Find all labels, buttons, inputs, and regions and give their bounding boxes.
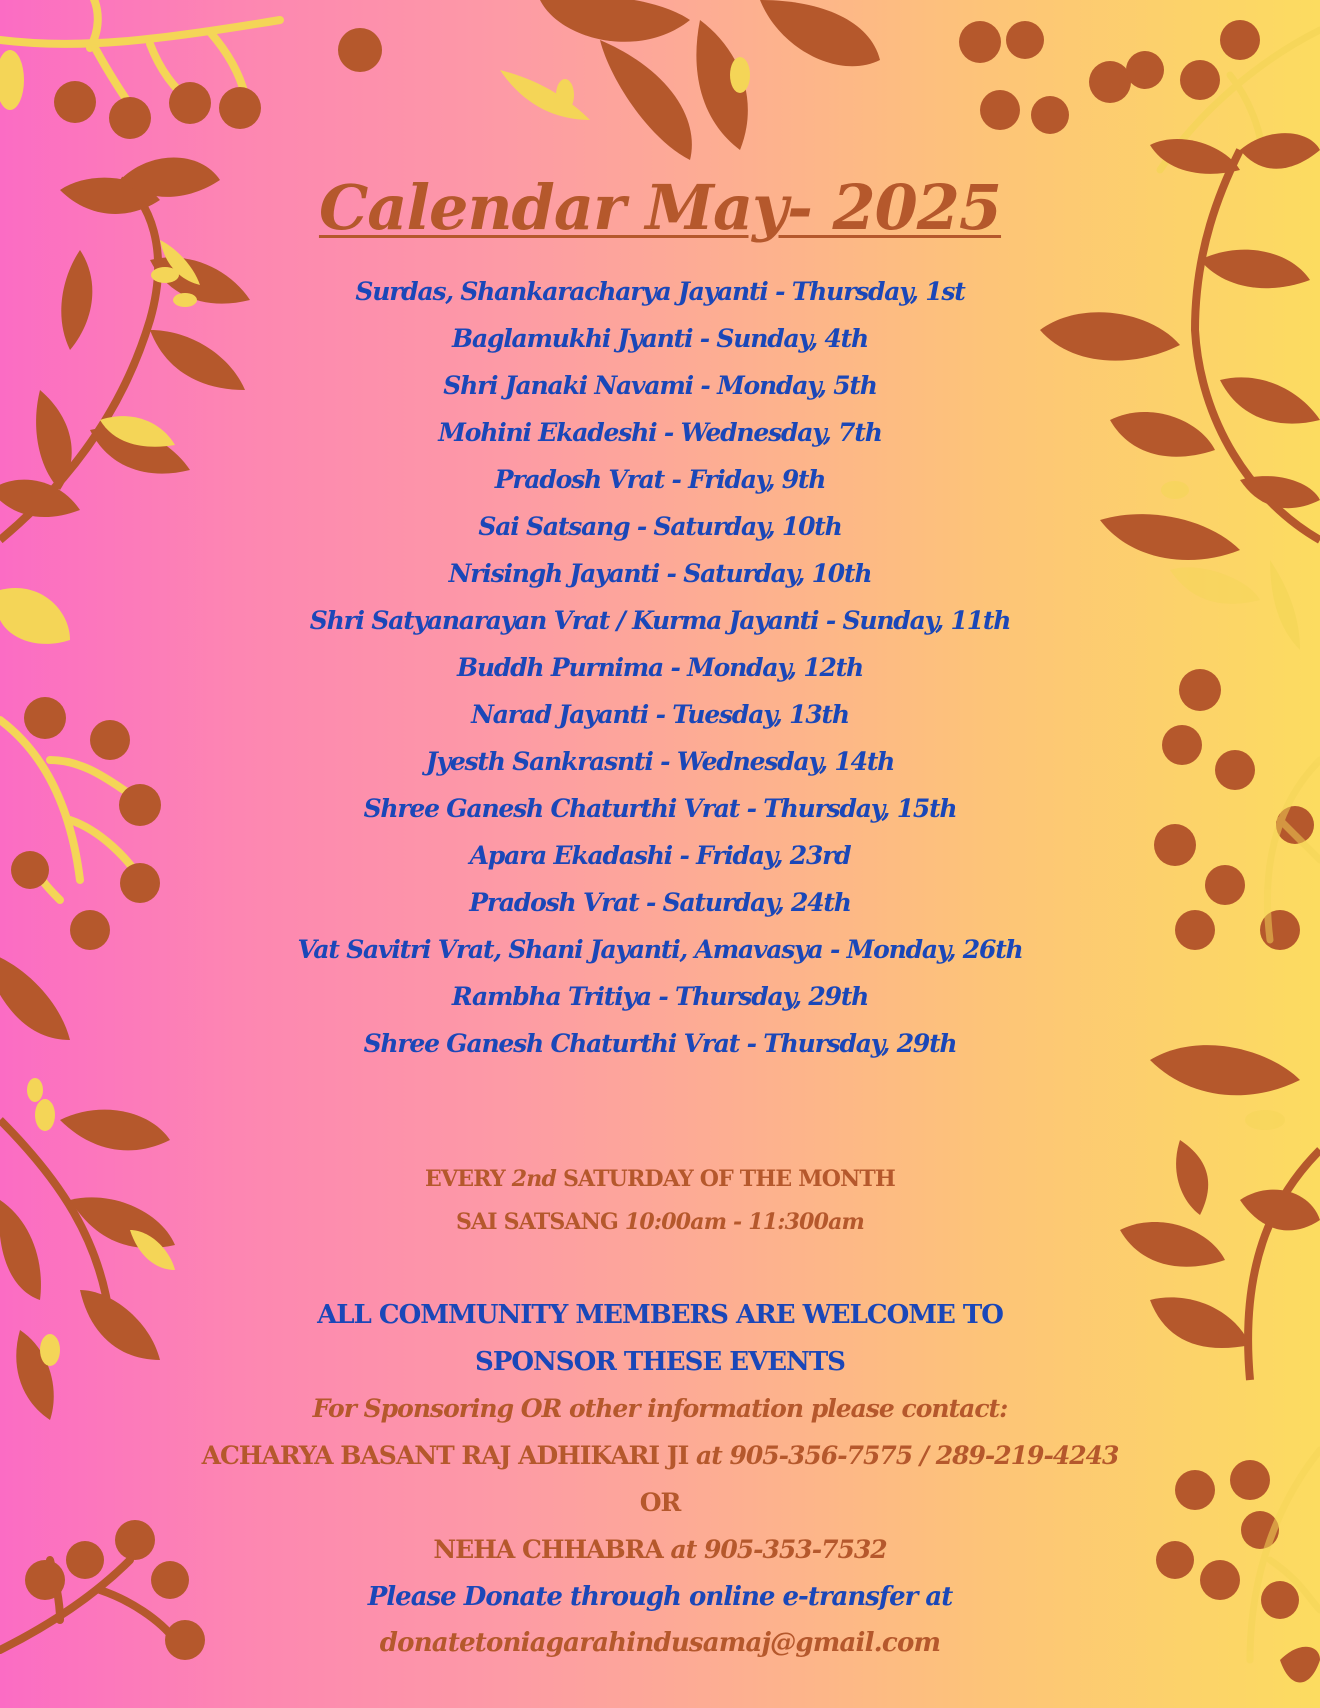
schedule-line-2 bbox=[0, 1209, 1320, 1235]
event-item: Shree Ganesh Chaturthi Vrat - Thursday, 15th bbox=[363, 794, 957, 823]
event-item: Shri Satyanarayan Vrat / Kurma Jayanti - Sunday, 11th bbox=[309, 606, 1011, 635]
schedule-every-text: EVERY bbox=[425, 1166, 512, 1192]
donate-line: Please Donate through online e-transfer at bbox=[367, 1582, 953, 1612]
event-item: Mohini Ekadeshi - Wednesday, 7th bbox=[438, 418, 882, 447]
contact-intro: For Sponsoring OR other information please contact: bbox=[312, 1394, 1008, 1423]
event-item: Shri Janaki Navami - Monday, 5th bbox=[443, 371, 877, 400]
contact-person-1-name: ACHARYA BASANT RAJ ADHIKARI JI bbox=[201, 1441, 689, 1470]
event-item: Pradosh Vrat - Friday, 9th bbox=[494, 465, 826, 494]
event-item: Buddh Purnima - Monday, 12th bbox=[456, 653, 864, 682]
contact-person-2 bbox=[0, 1535, 1320, 1564]
event-item: Surdas, Shankaracharya Jayanti - Thursday, 1st bbox=[355, 277, 965, 306]
contact-at-text: at bbox=[688, 1441, 730, 1470]
schedule-day-text: SATURDAY OF THE MONTH bbox=[556, 1166, 895, 1192]
page-title bbox=[0, 168, 1320, 248]
schedule-time: 10:00am - 11:300am bbox=[624, 1209, 865, 1235]
contact-at-text: at bbox=[662, 1535, 704, 1564]
event-item: Rambha Tritiya - Thursday, 29th bbox=[451, 982, 869, 1011]
schedule-line-1 bbox=[0, 1166, 1320, 1192]
event-item: Narad Jayanti - Tuesday, 13th bbox=[471, 700, 849, 729]
contact-person-2-name: NEHA CHHABRA bbox=[433, 1535, 663, 1564]
event-item: Jyesth Sankrasnti - Wednesday, 14th bbox=[425, 747, 895, 776]
welcome-line-1: ALL COMMUNITY MEMBERS ARE WELCOME TO bbox=[317, 1300, 1003, 1330]
contact-person-1 bbox=[0, 1441, 1320, 1470]
event-item: Nrisingh Jayanti - Saturday, 10th bbox=[448, 559, 872, 588]
event-item: Pradosh Vrat - Saturday, 24th bbox=[469, 888, 851, 917]
event-list bbox=[0, 268, 1320, 1067]
event-item: Baglamukhi Jyanti - Sunday, 4th bbox=[452, 324, 868, 353]
welcome-line-2: SPONSOR THESE EVENTS bbox=[475, 1347, 845, 1377]
donate-email-link[interactable]: donatetoniagarahindusamaj@gmail.com bbox=[379, 1628, 941, 1658]
event-item: Shree Ganesh Chaturthi Vrat - Thursday, 29th bbox=[363, 1029, 957, 1058]
contact-person-1-phone: 905-356-7575 / 289-219-4243 bbox=[729, 1441, 1119, 1470]
schedule-ordinal: 2nd bbox=[511, 1166, 557, 1192]
schedule-event-name: SAI SATSANG bbox=[455, 1209, 625, 1235]
event-item: Apara Ekadashi - Friday, 23rd bbox=[469, 841, 851, 870]
contact-or: OR bbox=[639, 1488, 681, 1517]
title-text: Calendar May- 2025 bbox=[318, 171, 1002, 244]
event-item: Vat Savitri Vrat, Shani Jayanti, Amavasya - Monday, 26th bbox=[297, 935, 1023, 964]
event-item: Sai Satsang - Saturday, 10th bbox=[478, 512, 842, 541]
contact-person-2-phone: 905-353-7532 bbox=[703, 1535, 887, 1564]
